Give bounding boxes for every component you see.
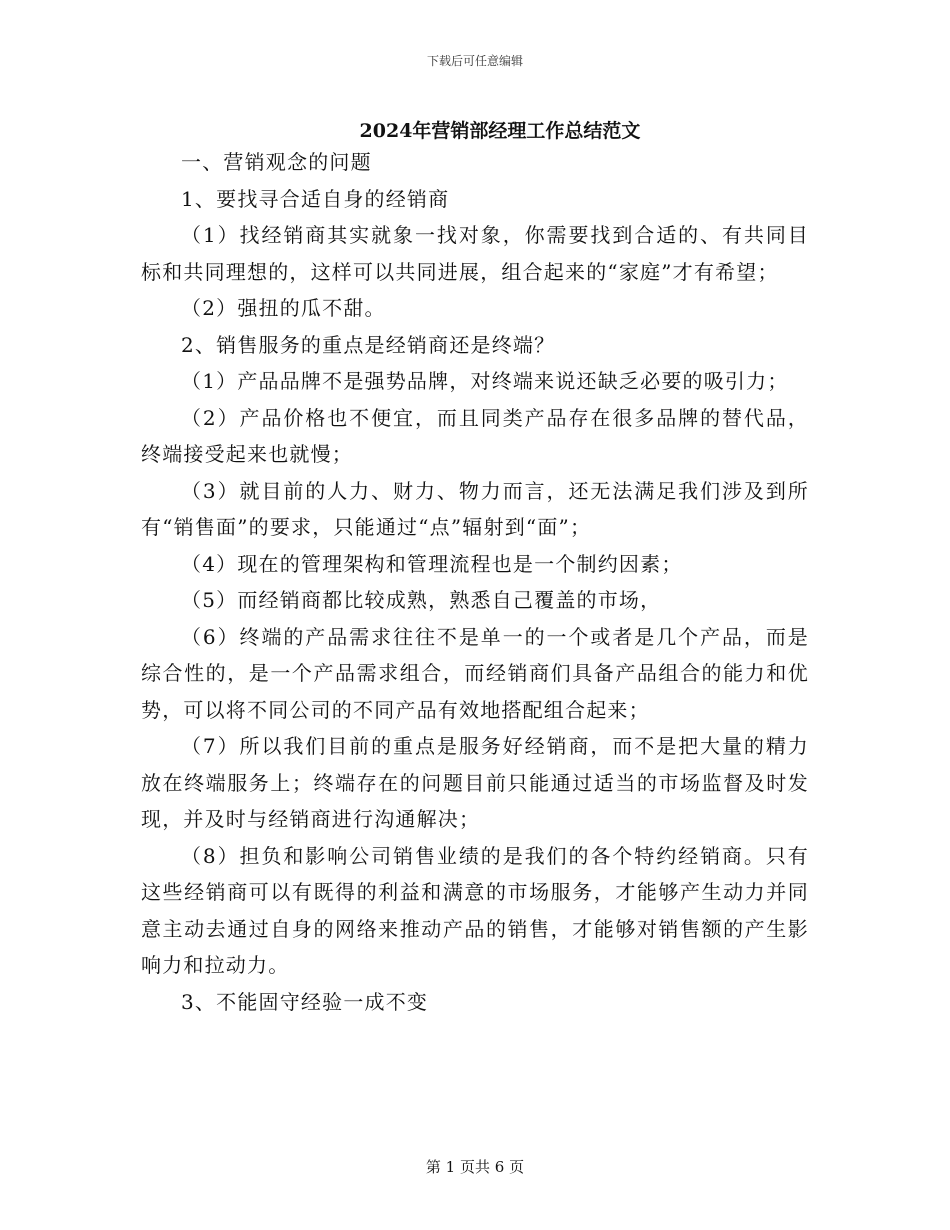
paragraph: 一、营销观念的问题 (181, 150, 372, 174)
page-footer: 第 1 页共 6 页 (425, 1158, 525, 1176)
paragraph: （2）产品价格也不便宜，而且同类产品存在很多品牌的替代品，终端接受起来也就慢； (141, 405, 809, 466)
paragraph: 3、不能固守经验一成不变 (181, 989, 429, 1014)
paragraph: （1）找经销商其实就象一找对象，你需要找到合适的、有共同目标和共同理想的，这样可以共同进展，组合起来的“家庭”才有希望； (141, 223, 809, 284)
document-title: 2024年营销部经理工作总结范文 (359, 120, 641, 142)
paragraph: （2）强扭的瓜不甜。 (181, 296, 386, 320)
paragraph: 2、销售服务的重点是经销商还是终端？ (181, 332, 556, 357)
paragraph: （3）就目前的人力、财力、物力而言，还无法满足我们涉及到所有“销售面”的要求，只能通过“点”辐射到“面”； (141, 478, 809, 539)
paragraph: （1）产品品牌不是强势品牌，对终端来说还缺乏必要的吸引力； (181, 369, 789, 393)
paragraph: （5）而经销商都比较成熟，熟悉自己覆盖的市场， (181, 588, 662, 612)
paragraph: （7）所以我们目前的重点是服务好经销商，而不是把大量的精力放在终端服务上；终端存在的问题目前只能通过适当的市场监督及时发现，并及时与经销商进行沟通解决； (141, 734, 809, 831)
page-header: 下载后可任意编辑 (426, 54, 523, 68)
document-body (141, 144, 809, 1020)
paragraph: （6）终端的产品需求往往不是单一的一个或者是几个产品，而是综合性的，是一个产品需求组合，而经销商们具备产品组合的能力和优势，可以将不同公司的不同产品有效地搭配组合起来； (141, 624, 809, 722)
paragraph: 1、要找寻合适自身的经销商 (181, 186, 450, 211)
paragraph: （8）担负和影响公司销售业绩的是我们的各个特约经销商。只有这些经销商可以有既得的利益和满意的市场服务，才能够产生动力并同意主动去通过自身的网络来推动产品的销售，才能够对销售额的产生影响力和拉动力。 (141, 843, 809, 977)
paragraph: （4）现在的管理架构和管理流程也是一个制约因素； (181, 551, 683, 576)
